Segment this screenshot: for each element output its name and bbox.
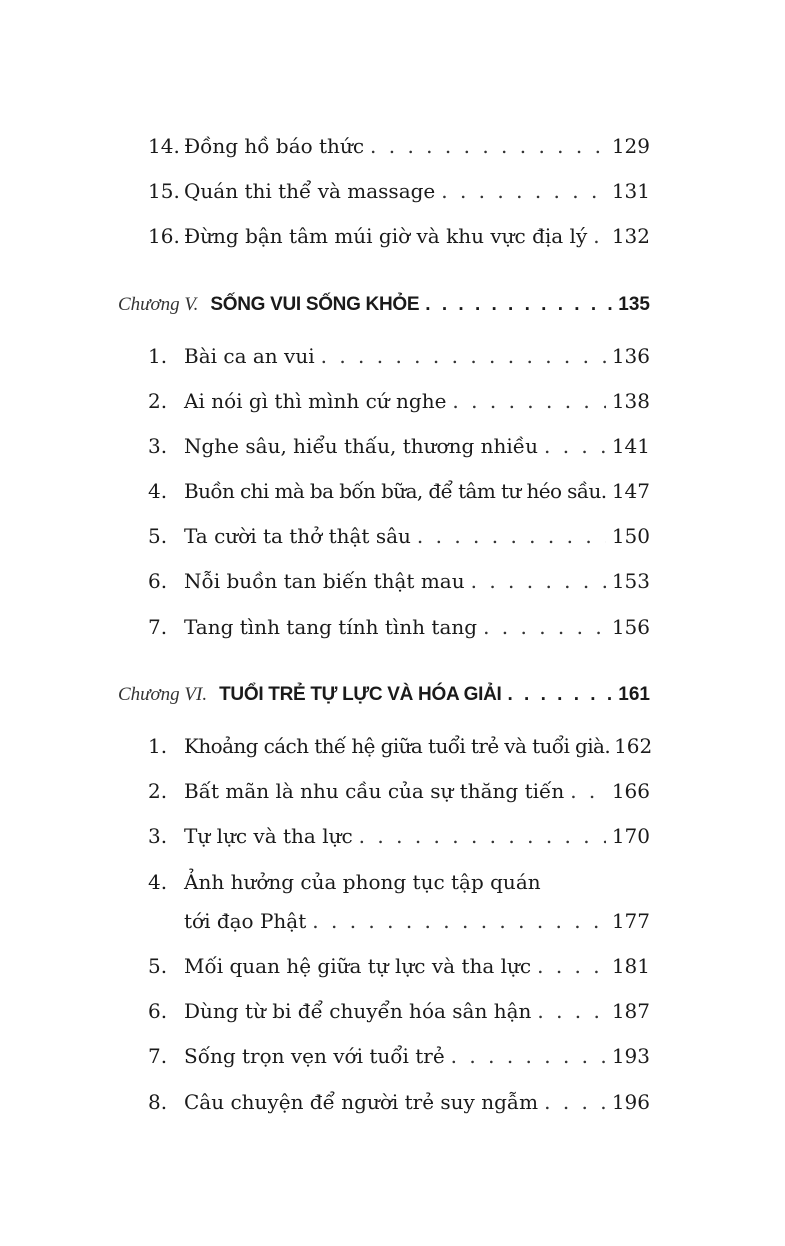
dot-leader bbox=[441, 177, 606, 205]
entry-title: Nỗi buồn tan biến thật mau bbox=[184, 569, 465, 593]
dot-leader bbox=[321, 342, 606, 370]
entry-number: 4. bbox=[148, 479, 168, 503]
entry-page: 181 bbox=[611, 954, 650, 978]
entry-title: Quán thi thể và massage bbox=[184, 179, 436, 203]
toc-entry[interactable] bbox=[148, 342, 650, 370]
entry-title: Bất mãn là nhu cầu của sự thăng tiến bbox=[184, 779, 565, 803]
dot-leader bbox=[312, 907, 606, 935]
dot-leader bbox=[537, 997, 605, 1025]
entry-number: 3. bbox=[148, 434, 168, 458]
chapter-page: 161 bbox=[618, 684, 650, 705]
entry-title: Tang tình tang tính tình tang bbox=[184, 615, 478, 639]
entry-title: Đừng bận tâm múi giờ và khu vực địa lý bbox=[184, 224, 588, 248]
dot-leader bbox=[570, 777, 606, 805]
toc-entry[interactable] bbox=[148, 777, 650, 805]
entry-number: 1. bbox=[148, 344, 168, 368]
entry-page: 187 bbox=[611, 999, 650, 1023]
dot-leader bbox=[544, 432, 606, 460]
chapter-heading[interactable] bbox=[118, 680, 650, 710]
toc-entry[interactable] bbox=[148, 132, 650, 160]
entry-number: 1. bbox=[148, 734, 168, 758]
entry-number: 15. bbox=[148, 179, 180, 203]
entry-number: 2. bbox=[148, 779, 168, 803]
toc-entry[interactable] bbox=[148, 997, 650, 1025]
entry-number: 8. bbox=[148, 1090, 168, 1114]
entry-number: 2. bbox=[148, 389, 168, 413]
toc-entry[interactable] bbox=[148, 477, 650, 505]
dot-leader bbox=[544, 1088, 606, 1116]
toc-entry[interactable] bbox=[148, 952, 650, 980]
dot-leader bbox=[417, 522, 606, 550]
entry-number: 6. bbox=[148, 569, 168, 593]
dot-leader bbox=[483, 613, 606, 641]
toc-entry[interactable] bbox=[148, 387, 650, 415]
entry-page: 138 bbox=[611, 389, 650, 413]
entry-title: Khoảng cách thế hệ giữa tuổi trẻ và tuổi già. bbox=[184, 734, 611, 758]
chapter-heading[interactable] bbox=[118, 290, 650, 320]
entry-title: Đồng hồ báo thức bbox=[184, 134, 365, 158]
toc-entry[interactable] bbox=[148, 567, 650, 595]
entry-title: Ảnh hưởng của phong tục tập quán bbox=[184, 870, 541, 894]
entry-number: 6. bbox=[148, 999, 168, 1023]
entry-page: 150 bbox=[611, 524, 650, 548]
entry-title: Bài ca an vui bbox=[184, 344, 315, 368]
entry-page: 170 bbox=[611, 824, 650, 848]
entry-page: 132 bbox=[611, 224, 650, 248]
dot-leader bbox=[508, 680, 613, 710]
entry-number: 5. bbox=[148, 524, 168, 548]
entry-page: 177 bbox=[611, 909, 650, 933]
chapter-title: SỐNG VUI SỐNG KHỎE bbox=[210, 294, 420, 315]
chapter-label: Chương V. bbox=[118, 294, 199, 315]
entry-number: 5. bbox=[148, 954, 168, 978]
dot-leader bbox=[359, 822, 606, 850]
entry-title: Tự lực và tha lực bbox=[184, 824, 353, 848]
chapter-page: 135 bbox=[618, 294, 650, 315]
entry-page: 141 bbox=[611, 434, 650, 458]
toc-entry[interactable] bbox=[148, 522, 650, 550]
entry-title: Sống trọn vẹn với tuổi trẻ bbox=[184, 1044, 445, 1068]
entry-title: Ta cười ta thở thật sâu bbox=[184, 524, 411, 548]
dot-leader bbox=[370, 132, 606, 160]
dot-leader bbox=[452, 387, 605, 415]
toc-entry[interactable] bbox=[148, 1088, 650, 1116]
entry-page: 131 bbox=[611, 179, 650, 203]
entry-title: Ai nói gì thì mình cứ nghe bbox=[184, 389, 447, 413]
entry-title: Dùng từ bi để chuyển hóa sân hận bbox=[184, 999, 532, 1023]
entry-title: Nghe sâu, hiểu thấu, thương nhiều bbox=[184, 434, 538, 458]
toc-entry[interactable] bbox=[148, 432, 650, 460]
entry-page: 162 bbox=[614, 734, 653, 758]
entry-title-continued: tới đạo Phật bbox=[184, 909, 307, 933]
entry-number: 3. bbox=[148, 824, 168, 848]
dot-leader bbox=[537, 952, 606, 980]
dot-leader bbox=[425, 290, 612, 320]
dot-leader bbox=[451, 1042, 606, 1070]
entry-number: 4. bbox=[148, 870, 168, 894]
entry-page: 129 bbox=[611, 134, 650, 158]
entry-page: 166 bbox=[611, 779, 650, 803]
toc-entry-continued[interactable] bbox=[184, 907, 650, 935]
dot-leader bbox=[609, 477, 610, 505]
toc-entry[interactable] bbox=[148, 1042, 650, 1070]
entry-page: 156 bbox=[611, 615, 650, 639]
entry-title: Câu chuyện để người trẻ suy ngẫm bbox=[184, 1090, 539, 1114]
entry-title: Buồn chi mà ba bốn bữa, để tâm tư héo sầu. bbox=[184, 479, 607, 503]
entry-page: 153 bbox=[611, 569, 650, 593]
toc-entry[interactable] bbox=[148, 177, 650, 205]
entry-page: 147 bbox=[611, 479, 650, 503]
dot-leader bbox=[471, 567, 606, 595]
toc-entry[interactable] bbox=[148, 732, 653, 760]
entry-page: 196 bbox=[611, 1090, 650, 1114]
toc-entry[interactable] bbox=[148, 613, 650, 641]
entry-number: 7. bbox=[148, 1044, 168, 1068]
entry-title: Mối quan hệ giữa tự lực và tha lực bbox=[184, 954, 532, 978]
entry-number: 7. bbox=[148, 615, 168, 639]
dot-leader bbox=[593, 222, 606, 250]
entry-page: 136 bbox=[611, 344, 650, 368]
chapter-label: Chương VI. bbox=[118, 684, 208, 705]
chapter-title: TUỔI TRẺ TỰ LỰC VÀ HÓA GIẢI bbox=[219, 684, 502, 705]
entry-number: 16. bbox=[148, 224, 180, 248]
toc-entry[interactable] bbox=[148, 868, 650, 896]
entry-number: 14. bbox=[148, 134, 180, 158]
toc-entry[interactable] bbox=[148, 822, 650, 850]
entry-page: 193 bbox=[611, 1044, 650, 1068]
toc-entry[interactable] bbox=[148, 222, 650, 250]
